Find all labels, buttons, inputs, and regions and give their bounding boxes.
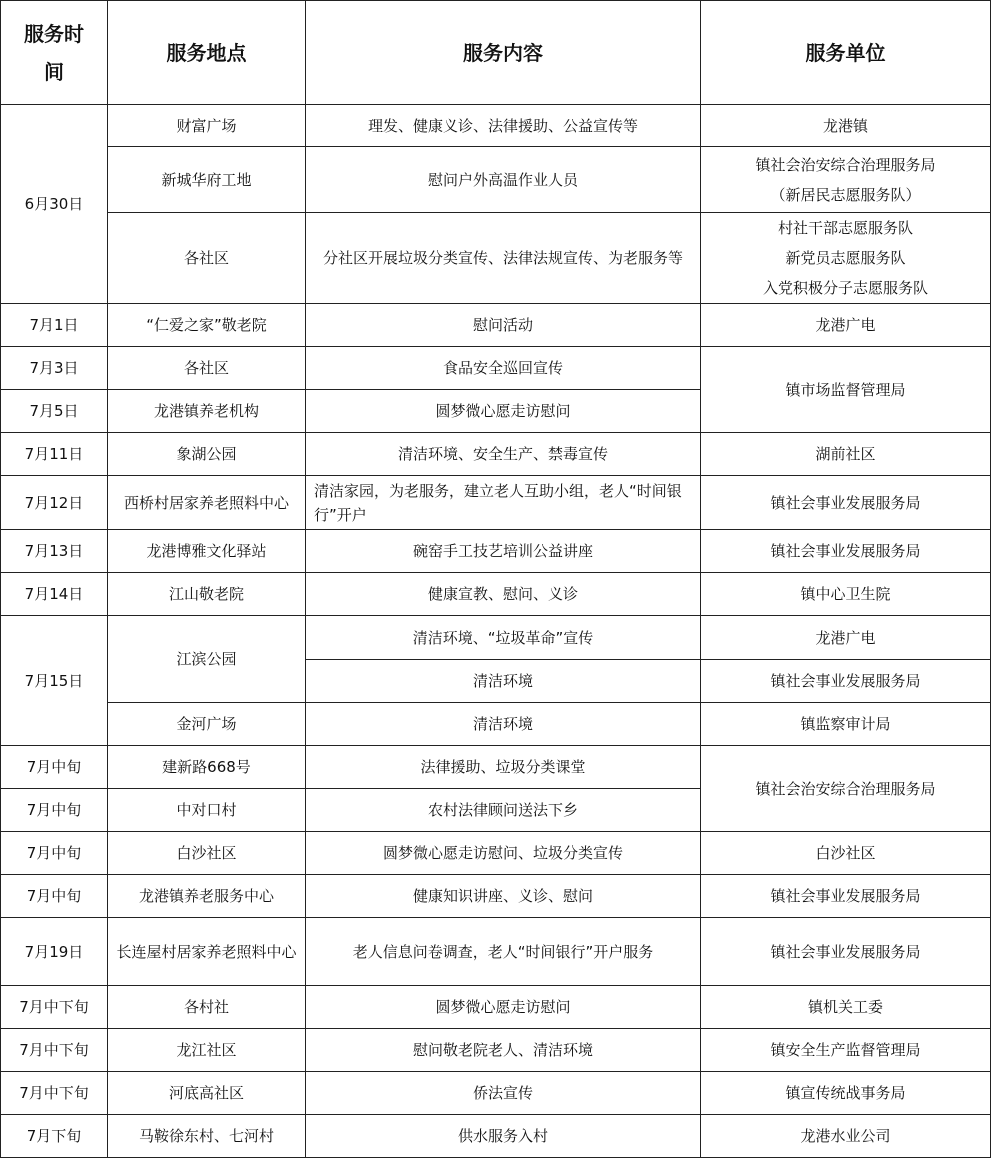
place-cell: 龙江社区	[108, 1029, 306, 1072]
content-cell: 法律援助、垃圾分类课堂	[306, 746, 701, 789]
unit-line: 村社干部志愿服务队	[777, 219, 913, 237]
place-cell: 河底高社区	[108, 1072, 306, 1115]
content-cell: 食品安全巡回宣传	[306, 347, 701, 390]
place-cell: 各社区	[108, 213, 306, 304]
place-cell: 长连屋村居家养老照料中心	[108, 918, 306, 986]
content-cell: 健康宣教、慰问、义诊	[306, 573, 701, 616]
content-cell: 农村法律顾问送法下乡	[306, 789, 701, 832]
content-cell: 圆梦微心愿走访慰问	[306, 390, 701, 433]
table-row	[1, 573, 991, 616]
place-cell: 马鞍徐东村、七河村	[108, 1115, 306, 1158]
time-cell: 7月中下旬	[1, 1072, 108, 1115]
time-cell: 7月15日	[1, 616, 108, 746]
unit-cell: 镇社会事业发展服务局	[701, 660, 991, 703]
place-cell: 金河广场	[108, 703, 306, 746]
time-cell: 7月11日	[1, 433, 108, 476]
unit-line: 新党员志愿服务队	[785, 249, 906, 267]
unit-cell: 镇社会治安综合治理服务局	[701, 746, 991, 832]
place-cell: 建新路668号	[108, 746, 306, 789]
table-row	[1, 703, 991, 746]
content-cell: 老人信息问卷调查，老人“时间银行”开户服务	[306, 918, 701, 986]
unit-line: 镇社会治安综合治理服务局	[755, 155, 936, 174]
unit-cell: 龙港镇	[701, 105, 991, 147]
content-cell: 慰问户外高温作业人员	[306, 147, 701, 213]
time-cell: 7月中旬	[1, 746, 108, 789]
unit-line: 入党积极分子志愿服务队	[762, 279, 928, 297]
unit-cell: 镇社会事业发展服务局	[701, 476, 991, 530]
table-row	[1, 1029, 991, 1072]
unit-cell: 镇社会事业发展服务局	[701, 530, 991, 573]
place-cell: 象湖公园	[108, 433, 306, 476]
place-cell: 财富广场	[108, 105, 306, 147]
content-cell: 清洁环境	[306, 660, 701, 703]
table-row	[1, 746, 991, 789]
header-unit: 服务单位	[701, 1, 991, 105]
unit-cell	[701, 147, 991, 213]
time-cell: 6月30日	[1, 105, 108, 304]
content-cell: 圆梦微心愿走访慰问、垃圾分类宣传	[306, 832, 701, 875]
unit-cell: 湖前社区	[701, 433, 991, 476]
place-cell: 中对口村	[108, 789, 306, 832]
content-cell: 侨法宣传	[306, 1072, 701, 1115]
header-place: 服务地点	[108, 1, 306, 105]
content-cell: 清洁环境、安全生产、禁毒宣传	[306, 433, 701, 476]
unit-cell: 镇机关工委	[701, 986, 991, 1029]
unit-cell: 镇宣传统战事务局	[701, 1072, 991, 1115]
time-cell: 7月中旬	[1, 875, 108, 918]
table-row	[1, 1072, 991, 1115]
place-cell: 江滨公园	[108, 616, 306, 703]
time-cell: 7月14日	[1, 573, 108, 616]
table-row	[1, 476, 991, 530]
table-row	[1, 616, 991, 660]
time-cell: 7月中旬	[1, 832, 108, 875]
unit-line: （新居民志愿服务队）	[770, 185, 921, 204]
table-row	[1, 530, 991, 573]
time-cell: 7月中下旬	[1, 1029, 108, 1072]
time-cell: 7月3日	[1, 347, 108, 390]
time-cell: 7月19日	[1, 918, 108, 986]
place-cell: “仁爱之家”敬老院	[108, 304, 306, 347]
time-cell: 7月1日	[1, 304, 108, 347]
content-cell: 慰问敬老院老人、清洁环境	[306, 1029, 701, 1072]
place-cell: 江山敬老院	[108, 573, 306, 616]
content-cell: 清洁环境	[306, 703, 701, 746]
content-cell: 慰问活动	[306, 304, 701, 347]
header-time: 服务时间	[1, 1, 108, 105]
place-cell: 新城华府工地	[108, 147, 306, 213]
table-row	[1, 918, 991, 986]
table-row	[1, 832, 991, 875]
place-cell: 西桥村居家养老照料中心	[108, 476, 306, 530]
table-row	[1, 986, 991, 1029]
table-row	[1, 433, 991, 476]
table-row	[1, 105, 991, 147]
time-cell: 7月12日	[1, 476, 108, 530]
time-cell: 7月5日	[1, 390, 108, 433]
unit-cell: 镇社会事业发展服务局	[701, 918, 991, 986]
unit-cell: 镇安全生产监督管理局	[701, 1029, 991, 1072]
unit-cell: 龙港广电	[701, 616, 991, 660]
content-cell: 碗窑手工技艺培训公益讲座	[306, 530, 701, 573]
table-row	[1, 875, 991, 918]
content-cell: 清洁环境、“垃圾革命”宣传	[306, 616, 701, 660]
content-cell: 健康知识讲座、义诊、慰问	[306, 875, 701, 918]
table-row	[1, 1115, 991, 1158]
content-cell: 清洁家园，为老服务，建立老人互助小组，老人“时间银行”开户	[306, 476, 701, 530]
content-cell: 供水服务入村	[306, 1115, 701, 1158]
content-cell: 理发、健康义诊、法律援助、公益宣传等	[306, 105, 701, 147]
unit-cell: 龙港广电	[701, 304, 991, 347]
time-cell: 7月下旬	[1, 1115, 108, 1158]
place-cell: 各村社	[108, 986, 306, 1029]
time-cell: 7月13日	[1, 530, 108, 573]
header-content: 服务内容	[306, 1, 701, 105]
unit-cell: 龙港水业公司	[701, 1115, 991, 1158]
content-cell: 分社区开展垃圾分类宣传、法律法规宣传、为老服务等	[306, 213, 701, 304]
unit-cell: 镇社会事业发展服务局	[701, 875, 991, 918]
place-cell: 龙港镇养老机构	[108, 390, 306, 433]
time-cell: 7月中下旬	[1, 986, 108, 1029]
content-cell: 圆梦微心愿走访慰问	[306, 986, 701, 1029]
header-row	[1, 1, 991, 105]
table-row	[1, 347, 991, 390]
place-cell: 龙港博雅文化驿站	[108, 530, 306, 573]
place-cell: 龙港镇养老服务中心	[108, 875, 306, 918]
unit-cell: 镇中心卫生院	[701, 573, 991, 616]
place-cell: 白沙社区	[108, 832, 306, 875]
table-row	[1, 304, 991, 347]
unit-cell	[701, 213, 991, 304]
table-row	[1, 147, 991, 213]
unit-cell: 镇监察审计局	[701, 703, 991, 746]
time-cell: 7月中旬	[1, 789, 108, 832]
unit-cell: 白沙社区	[701, 832, 991, 875]
table-row	[1, 213, 991, 304]
unit-cell: 镇市场监督管理局	[701, 347, 991, 433]
place-cell: 各社区	[108, 347, 306, 390]
